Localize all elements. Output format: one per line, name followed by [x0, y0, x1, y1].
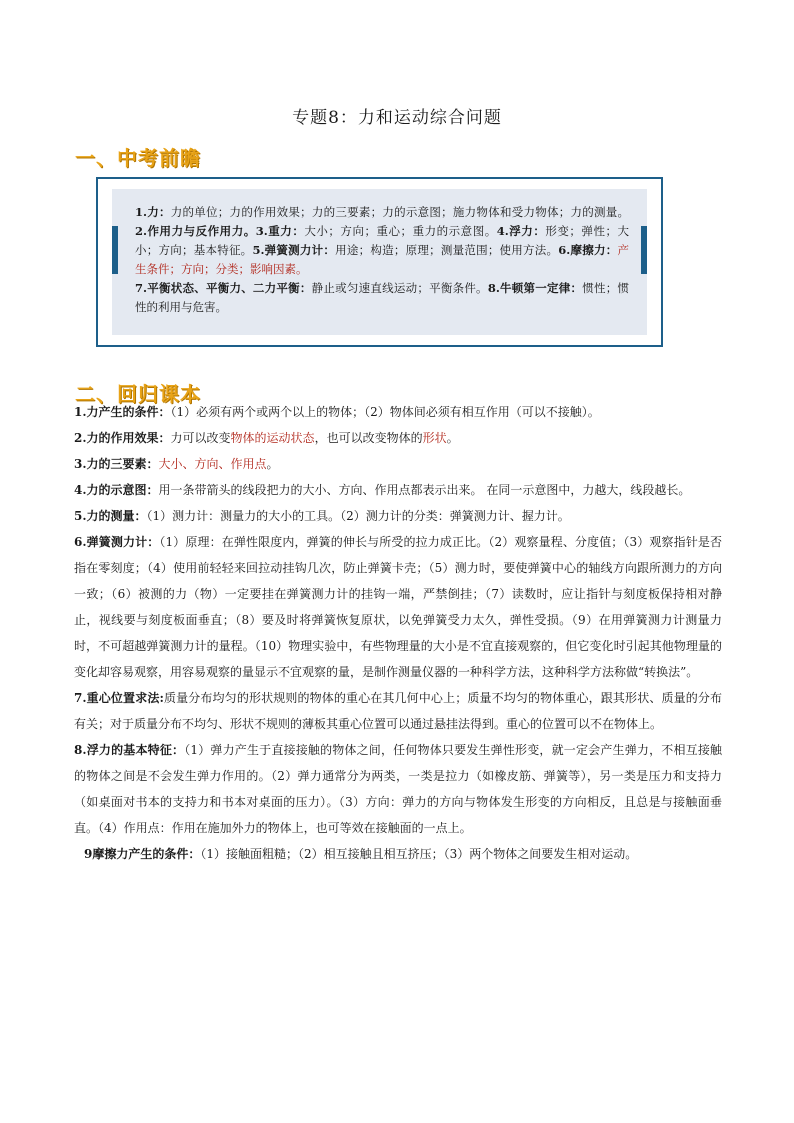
- desc: 静止或匀速直线运动；平衡条件。: [311, 281, 488, 295]
- section-heading-textbook: 二、回归课本: [75, 382, 201, 406]
- desc: 力的单位；力的作用效果；力的三要素；力的示意图；施力物体和受力物体；力的测量。: [170, 205, 629, 219]
- paragraph-2: [74, 425, 722, 451]
- term: 3.力的三要素：: [74, 457, 159, 471]
- desc: 用一条带箭头的线段把力的大小、方向、作用点都表示出来。 在同一示意图中，力越大，线段越长。: [158, 483, 691, 497]
- desc: 。: [266, 457, 279, 471]
- desc: 惯性；惯性的利用与危害。: [135, 281, 629, 314]
- desc: 质量分布均匀的形状规则的物体的重心在其几何中心上；质量不均匀的物体重心，跟其形状、质量的分布有关；对于质量分布不均匀、形状不规则的薄板其重心位置可以通过悬挂法得到。重心的位置可以不在物体上。: [74, 691, 722, 731]
- desc: （1）接触面粗糙；（2）相互接触且相互挤压；（3）两个物体之间要发生相对运动。: [200, 847, 638, 861]
- term: 5.力的测量：: [74, 509, 147, 523]
- highlight: 大小、方向、作用点: [158, 457, 267, 471]
- paragraph-6: [74, 529, 722, 685]
- box-right-bar: [641, 226, 647, 274]
- desc: （1）测力计：测量力的大小的工具。（2）测力计的分类：弹簧测力计、握力计。: [146, 509, 570, 523]
- page-title: 专题8：力和运动综合问题: [292, 108, 502, 128]
- content-body: [74, 399, 722, 867]
- box-left-bar: [112, 226, 118, 274]
- term: 6.弹簧测力计：: [74, 535, 160, 549]
- term: 8.牛顿第一定律：: [487, 281, 583, 295]
- term: 3.重力：: [255, 224, 305, 238]
- desc: （1）必须有两个或两个以上的物体；（2）物体间必须有相互作用（可以不接触）。: [170, 405, 600, 419]
- paragraph-9: [74, 841, 722, 867]
- desc: 形变；弹性；大小；方向；基本特征。: [135, 224, 630, 257]
- summary-text: [135, 203, 629, 317]
- term: 2.力的作用效果：: [74, 431, 171, 445]
- term: 1.力：: [135, 205, 171, 219]
- desc: （1）弹力产生于直接接触的物体之间，任何物体只要发生弹性形变，就一定会产生弹力，不相互接触的物体之间是不会发生弹力作用的。（2）弹力通常分为两类，一类是拉力（如橡皮筋、弹簧等），另一类是压力和支持力（如桌面对书本的支持力和书本对桌面的压力）。（3）方向：弹力的方向与物体发生形变的方向相反，且总是与接触面垂直。（4）作用点：作用在施加外力的物体上，也可等效在接触面的一点上。: [74, 743, 723, 835]
- desc: 用途；构造；原理；测量范围；使用方法。: [335, 243, 559, 257]
- paragraph-1: [74, 399, 722, 425]
- desc: （1）原理：在弹性限度内，弹簧的伸长与所受的拉力成正比。（2）观察量程、分度值；（3）观察指针是否指在零刻度；（4）使用前轻轻来回拉动挂钩几次，防止弹簧卡壳；（5）测力时，要使弹簧中心的轴线方向跟所测力的方向一致；（6）被测的力（物）一定要挂在弹簧测力计的挂钩一端，严禁倒挂；（7）读数时，应让指针与刻度板保持相对静止，视线要与刻度板面垂直；（8）要及时将弹簧恢复原状，以免弹簧受力太久，弹性受损。（9）在用弹簧测力计测量力时，不可超越弹簧测力计的量程。（10）物理实验中，有些物理量的大小是不宜直接观察的，但它变化时引起其他物理量的变化却容易观察，用容易观察的量显示不宜观察的量，是制作测量仪器的一种科学方法，这种科学方法称做“转换法”。: [74, 535, 722, 679]
- term: 8.浮力的基本特征：: [74, 743, 185, 757]
- summary-box: [96, 177, 663, 347]
- term: 7.平衡状态、平衡力、二力平衡：: [135, 281, 312, 295]
- highlight: 形状: [422, 431, 447, 445]
- desc: ，也可以改变物体的: [314, 431, 423, 445]
- paragraph-7: [74, 685, 722, 737]
- paragraph-5: [74, 503, 722, 529]
- paragraph-3: [74, 451, 722, 477]
- term: 4.浮力：: [496, 224, 546, 238]
- desc: 。: [446, 431, 459, 445]
- desc: 大小；方向；重心；重力的示意图。: [304, 224, 497, 238]
- term: 7.重心位置求法:: [74, 691, 164, 705]
- desc-highlight: 产生条件；方向；分类；影响因素。: [135, 243, 630, 276]
- paragraph-8: [74, 737, 722, 841]
- paragraph-4: [74, 477, 722, 503]
- desc: 力可以改变: [170, 431, 231, 445]
- term: 1.力产生的条件：: [74, 405, 171, 419]
- highlight: 物体的运动状态: [230, 431, 315, 445]
- term: 4.力的示意图：: [74, 483, 159, 497]
- section-heading-preview: 一、中考前瞻: [75, 146, 201, 170]
- term: 2.作用力与反作用力。: [135, 224, 256, 238]
- term: 6.摩擦力：: [558, 243, 618, 257]
- term: 9摩擦力产生的条件：: [84, 847, 201, 861]
- term: 5.弹簧测力计：: [252, 243, 336, 257]
